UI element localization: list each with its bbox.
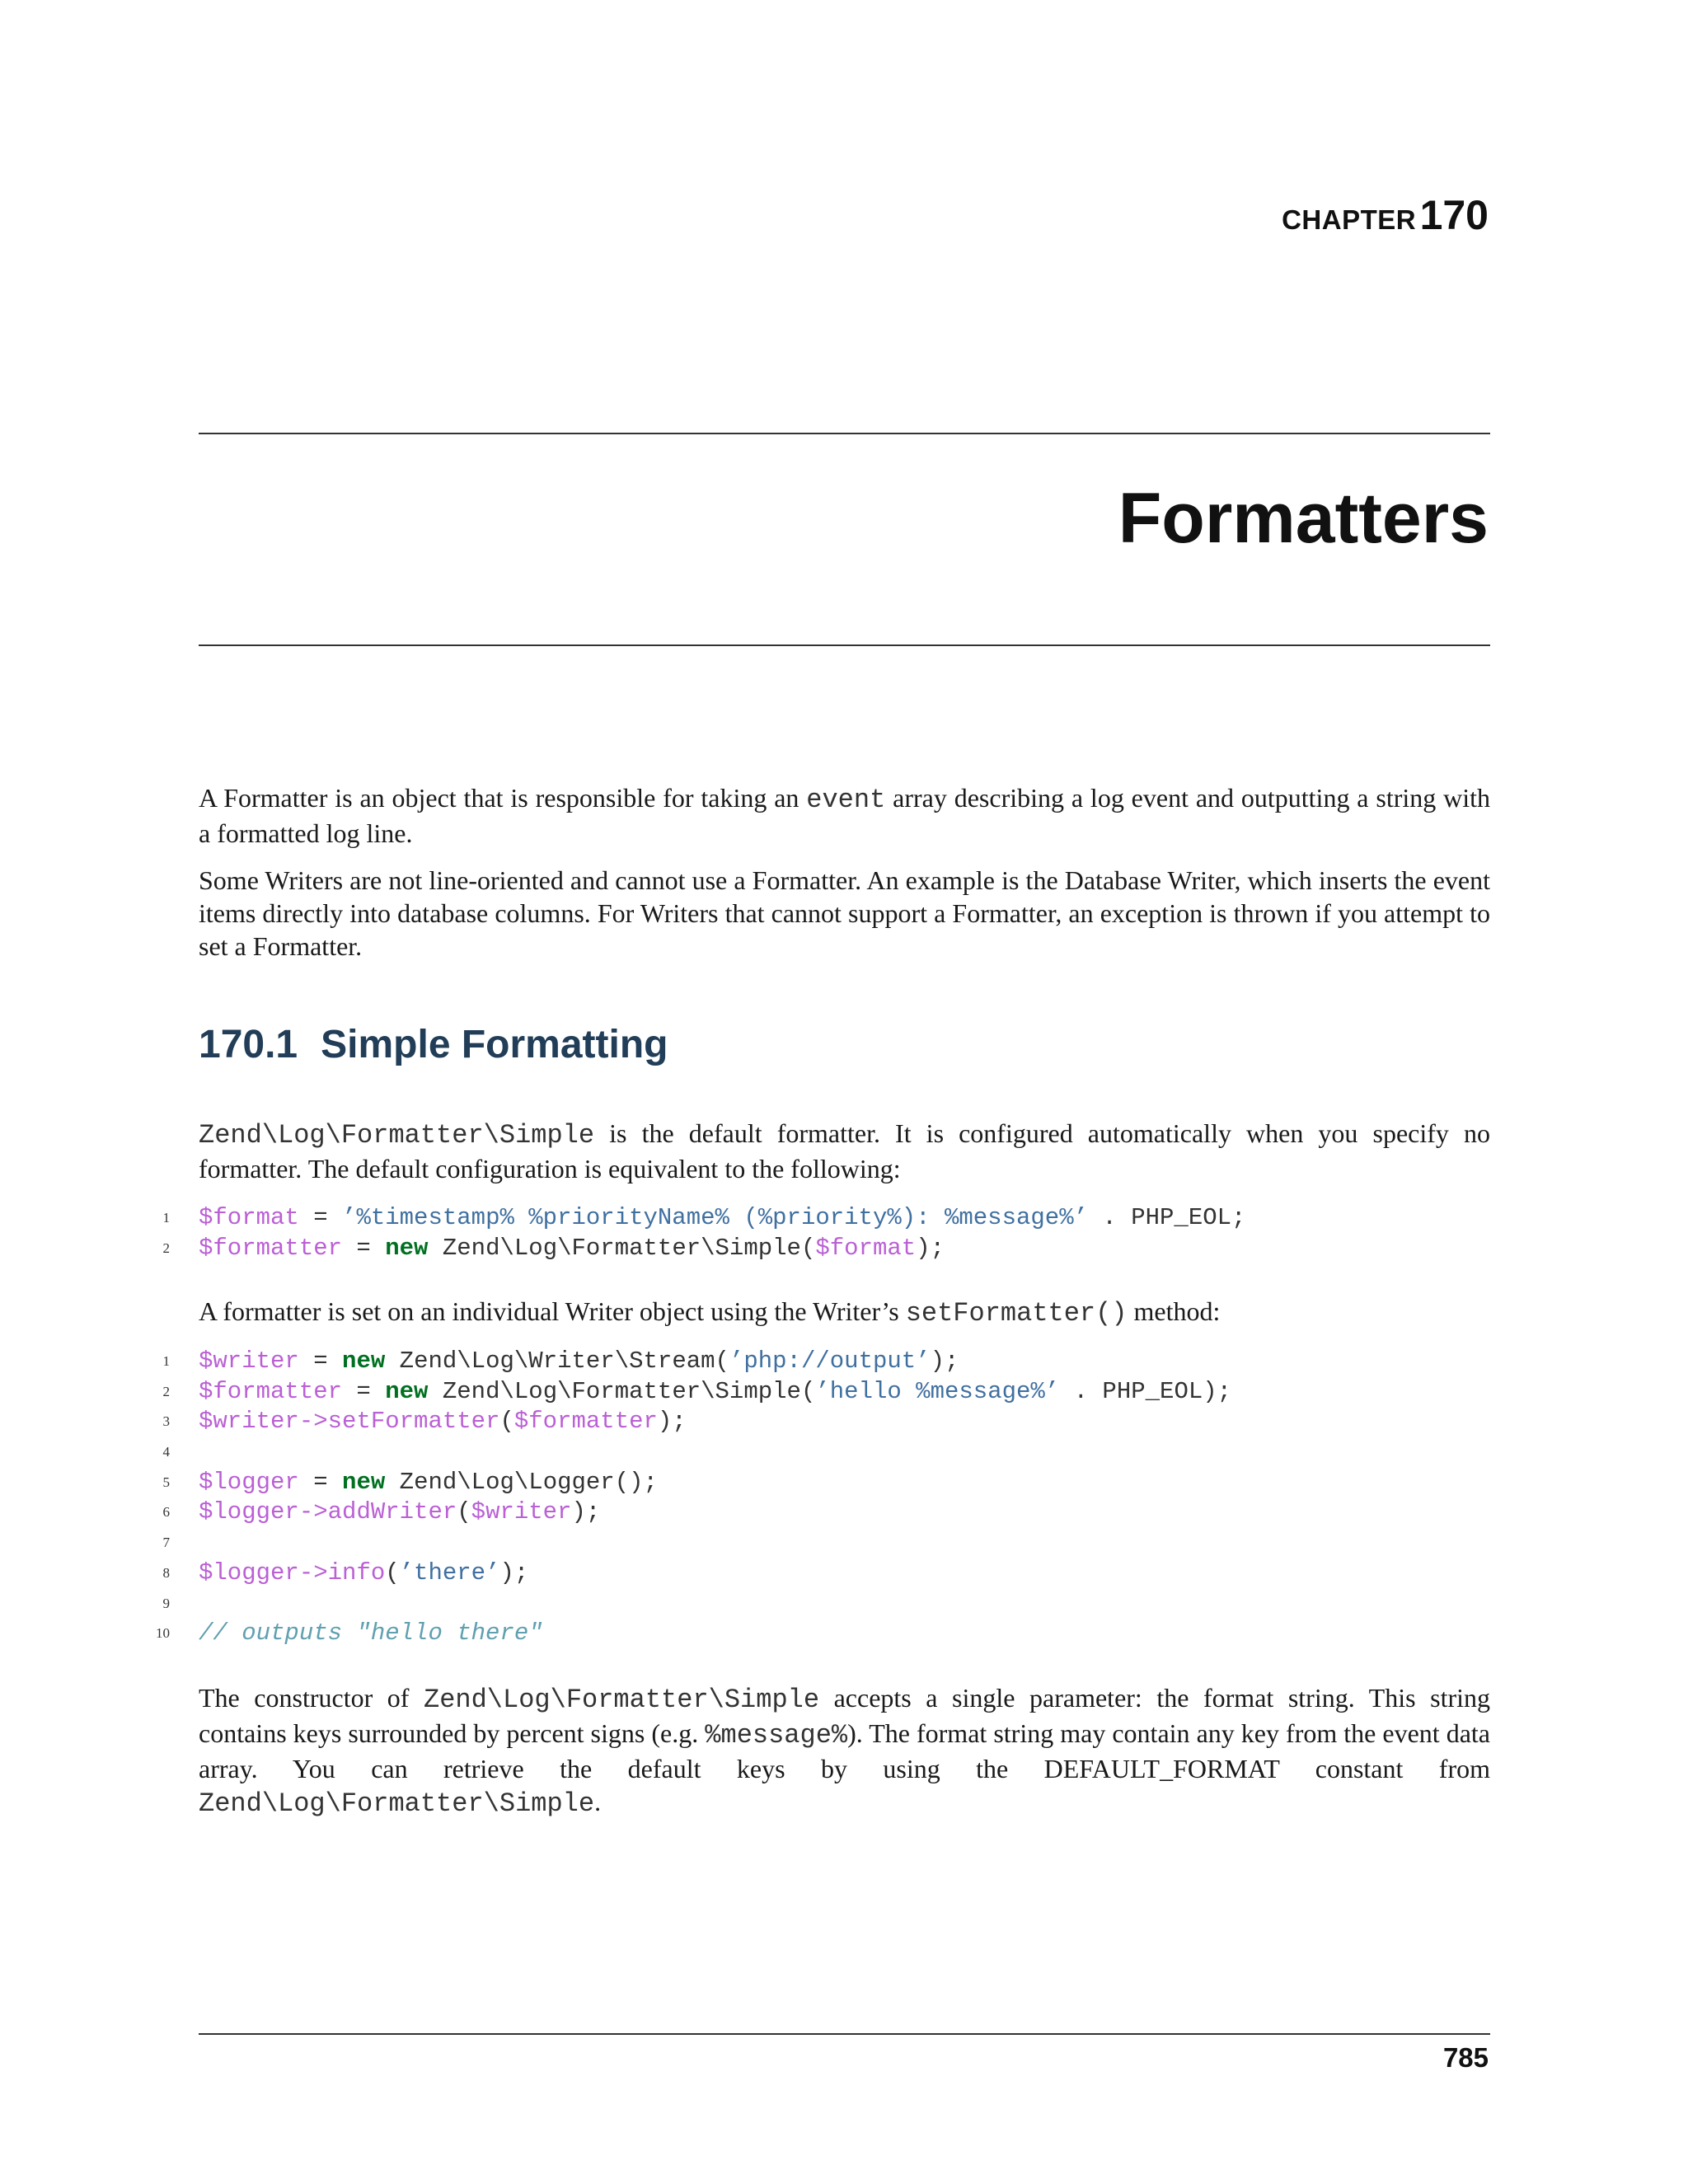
code-token: ( [385,1558,400,1586]
code-text [199,1468,658,1498]
code-text [199,1234,945,1264]
code-token: $formatter [199,1377,343,1405]
chapter-word: CHAPTER [1282,204,1417,235]
code-text [199,1377,1231,1408]
code-token: ( [457,1498,471,1526]
code-token: $logger [199,1498,299,1526]
section-title [199,1022,668,1067]
intro-paragraph-1: A Formatter is an object that is responsible for taking an event array describing a log event and outputting a string with a formatted log line. [199,783,1491,848]
code-token: ); [571,1498,601,1526]
code-token: ); [916,1234,945,1262]
code-token: . PHP_EOL; [1088,1204,1246,1231]
code-token: ( [499,1408,514,1436]
code-token: ); [930,1347,959,1375]
code-token: = [298,1204,343,1231]
line-number: 8 [162,1564,170,1581]
code-token: ’php://output’ [729,1347,931,1375]
code-token: = [342,1377,386,1405]
code-line [0,1437,1688,1468]
code-block-default-format [0,1203,1688,1263]
footer-rule [199,2033,1490,2035]
code-token: ->setFormatter [298,1408,500,1436]
line-number: 3 [162,1413,170,1430]
code-line [0,1377,1688,1408]
code-token: new [342,1468,386,1496]
inline-code-message: %message% [705,1720,848,1750]
line-number: 1 [162,1353,170,1369]
page-number: 785 [1442,2042,1489,2073]
code-line [0,1347,1688,1377]
line-number: 2 [162,1383,170,1399]
code-text [199,1558,528,1589]
line-number: 4 [162,1444,170,1460]
code-token: $writer [199,1408,299,1436]
section-paragraph-2: A formatter is set on an individual Writer object using the Writer’s setFormatter() method: [199,1296,1221,1329]
code-token: // outputs "hello there" [199,1619,543,1647]
code-token: new [342,1347,386,1375]
inline-code-class: Zend\Log\Formatter\Simple [199,1788,595,1819]
line-number: 7 [162,1535,170,1551]
line-number: 6 [162,1504,170,1521]
code-line [0,1619,1688,1649]
code-token: $logger [199,1558,299,1586]
code-line [0,1468,1688,1498]
code-token: ); [499,1558,529,1586]
inline-code-setformatter: setFormatter() [905,1298,1128,1329]
code-token: = [298,1468,343,1496]
code-text [199,1407,687,1437]
code-text [199,1619,543,1649]
code-token: $formatter [199,1234,343,1262]
chapter-title: Formatters [1118,479,1489,558]
code-token: ->info [298,1558,386,1586]
code-line [0,1407,1688,1437]
code-line [0,1234,1688,1264]
code-token: $formatter [513,1408,658,1436]
inline-code-event: event [806,785,886,815]
line-number: 1 [162,1210,170,1226]
line-number: 10 [156,1625,170,1642]
code-token: $format [199,1204,299,1231]
code-line [0,1203,1688,1234]
code-token: $format [815,1234,917,1262]
code-token: Zend\Log\Formatter\Simple( [428,1377,816,1405]
intro-paragraph-2: Some Writers are not line-oriented and cannot use a Formatter. An example is the Database Writer, which inserts the event items directly into database columns. For Writers that cannot support a Formatter, an exception is thrown if you attempt to set a Formatter. [199,865,1490,961]
code-token: ); [657,1408,687,1436]
title-rule-bottom [199,644,1490,646]
code-line [0,1589,1688,1619]
code-block-writer-example [0,1347,1688,1649]
code-text [199,1497,600,1528]
chapter-label [1282,191,1489,239]
section-paragraph-3: The constructor of Zend\Log\Formatter\Simple accepts a single parameter: the format string. This string contains keys surrounded by percent signs (e.g. %message%). The format string may contain any key from the event data array. You can retrieve the default keys by using the DEFAULT_FORMAT constant from Zend\Log\Formatter\Simple. [199,1683,1491,1819]
code-token: ->addWriter [298,1498,457,1526]
code-token: new [385,1377,429,1405]
line-number: 5 [162,1474,170,1490]
inline-code-class: Zend\Log\Formatter\Simple [423,1685,820,1715]
inline-code-class: Zend\Log\Formatter\Simple [199,1120,595,1151]
line-number: 9 [162,1595,170,1611]
code-token: Zend\Log\Logger(); [385,1468,658,1496]
chapter-number: 170 [1419,192,1489,238]
code-text [199,1203,1245,1234]
code-token: $writer [199,1347,299,1375]
code-text [199,1347,959,1377]
section-title-text: Simple Formatting [321,1023,668,1066]
code-token: = [342,1234,386,1262]
code-token: ’there’ [399,1558,500,1586]
title-rule-top [199,433,1490,434]
code-token: = [298,1347,343,1375]
code-token: Zend\Log\Writer\Stream( [385,1347,729,1375]
section-paragraph-1: Zend\Log\Formatter\Simple is the default formatter. It is configured automatically when you specify no formatter. The default configuration is equivalent to the following: [199,1118,1490,1183]
line-number: 2 [162,1240,170,1256]
code-line [0,1528,1688,1558]
code-token: ’%timestamp% %priorityName% (%priority%): %message%’ [342,1204,1088,1231]
code-token: ’hello %message%’ [815,1377,1060,1405]
code-token: . PHP_EOL); [1059,1377,1232,1405]
code-token: Zend\Log\Formatter\Simple( [428,1234,816,1262]
section-number: 170.1 [199,1023,298,1066]
code-token: $logger [199,1468,299,1496]
code-token: new [385,1234,429,1262]
code-line [0,1558,1688,1589]
code-token: $writer [471,1498,572,1526]
code-line [0,1497,1688,1528]
